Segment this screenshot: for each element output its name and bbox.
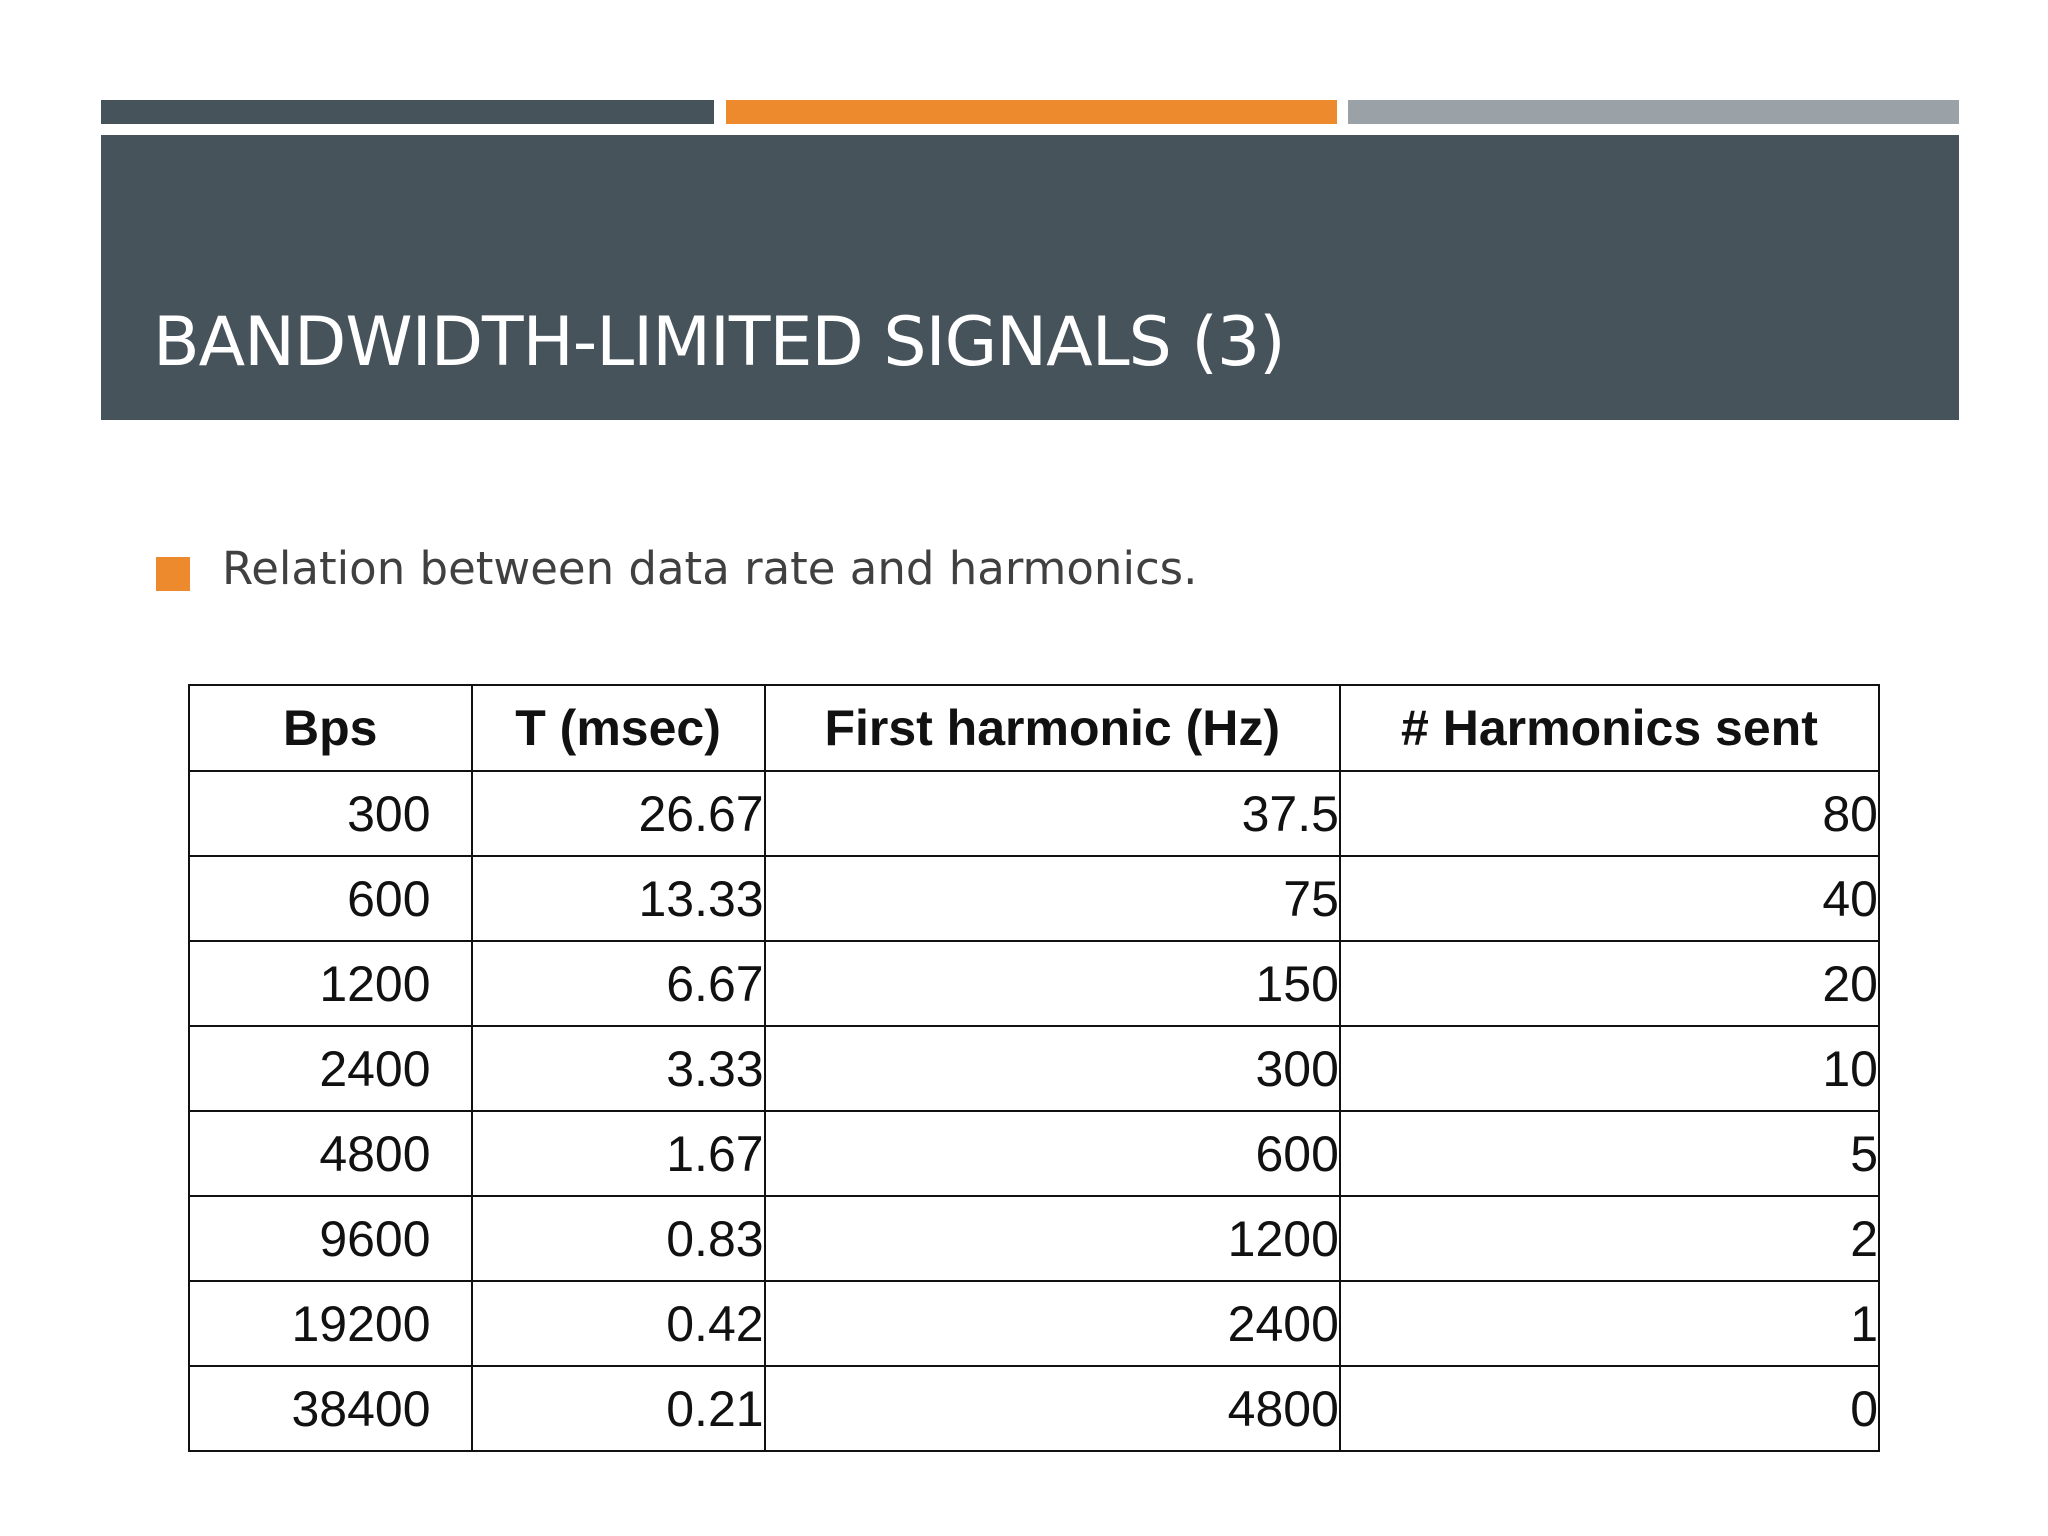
cell-bps: 19200 xyxy=(189,1281,472,1366)
table-row xyxy=(189,1026,1879,1111)
cell-bps: 1200 xyxy=(189,941,472,1026)
cell-harmonics-sent: 0 xyxy=(1340,1366,1879,1451)
cell-period: 3.33 xyxy=(472,1026,765,1111)
cell-bps: 2400 xyxy=(189,1026,472,1111)
cell-first-harmonic: 1200 xyxy=(765,1196,1340,1281)
column-header-period: T (msec) xyxy=(472,685,765,771)
cell-first-harmonic: 2400 xyxy=(765,1281,1340,1366)
cell-harmonics-sent: 10 xyxy=(1340,1026,1879,1111)
cell-period: 0.21 xyxy=(472,1366,765,1451)
cell-bps: 9600 xyxy=(189,1196,472,1281)
cell-first-harmonic: 4800 xyxy=(765,1366,1340,1451)
bullet-text: Relation between data rate and harmonics. xyxy=(222,542,1198,595)
cell-period: 1.67 xyxy=(472,1111,765,1196)
table-header-row xyxy=(189,685,1879,771)
column-header-bps: Bps xyxy=(189,685,472,771)
cell-bps: 600 xyxy=(189,856,472,941)
bullet-square-icon xyxy=(156,557,190,591)
column-header-harmonics-sent: # Harmonics sent xyxy=(1340,685,1879,771)
cell-bps: 38400 xyxy=(189,1366,472,1451)
cell-harmonics-sent: 5 xyxy=(1340,1111,1879,1196)
cell-bps: 4800 xyxy=(189,1111,472,1196)
cell-period: 26.67 xyxy=(472,771,765,856)
cell-period: 6.67 xyxy=(472,941,765,1026)
cell-bps: 300 xyxy=(189,771,472,856)
cell-first-harmonic: 37.5 xyxy=(765,771,1340,856)
cell-first-harmonic: 75 xyxy=(765,856,1340,941)
title-band xyxy=(101,135,1959,420)
table-row xyxy=(189,771,1879,856)
table-row xyxy=(189,1366,1879,1451)
cell-first-harmonic: 150 xyxy=(765,941,1340,1026)
table-row xyxy=(189,1196,1879,1281)
cell-period: 0.42 xyxy=(472,1281,765,1366)
cell-harmonics-sent: 20 xyxy=(1340,941,1879,1026)
top-accent-bar-orange xyxy=(726,100,1337,124)
table-row xyxy=(189,941,1879,1026)
table-row xyxy=(189,856,1879,941)
table-row xyxy=(189,1111,1879,1196)
cell-first-harmonic: 600 xyxy=(765,1111,1340,1196)
cell-harmonics-sent: 1 xyxy=(1340,1281,1879,1366)
cell-harmonics-sent: 40 xyxy=(1340,856,1879,941)
cell-harmonics-sent: 2 xyxy=(1340,1196,1879,1281)
top-accent-bar-dark xyxy=(101,100,714,124)
table-row xyxy=(189,1281,1879,1366)
cell-period: 0.83 xyxy=(472,1196,765,1281)
top-accent-bar-gray xyxy=(1348,100,1959,124)
cell-first-harmonic: 300 xyxy=(765,1026,1340,1111)
cell-harmonics-sent: 80 xyxy=(1340,771,1879,856)
cell-period: 13.33 xyxy=(472,856,765,941)
column-header-first-harmonic: First harmonic (Hz) xyxy=(765,685,1340,771)
slide-title: BANDWIDTH-LIMITED SIGNALS (3) xyxy=(153,303,1285,382)
harmonics-table xyxy=(188,684,1880,1452)
